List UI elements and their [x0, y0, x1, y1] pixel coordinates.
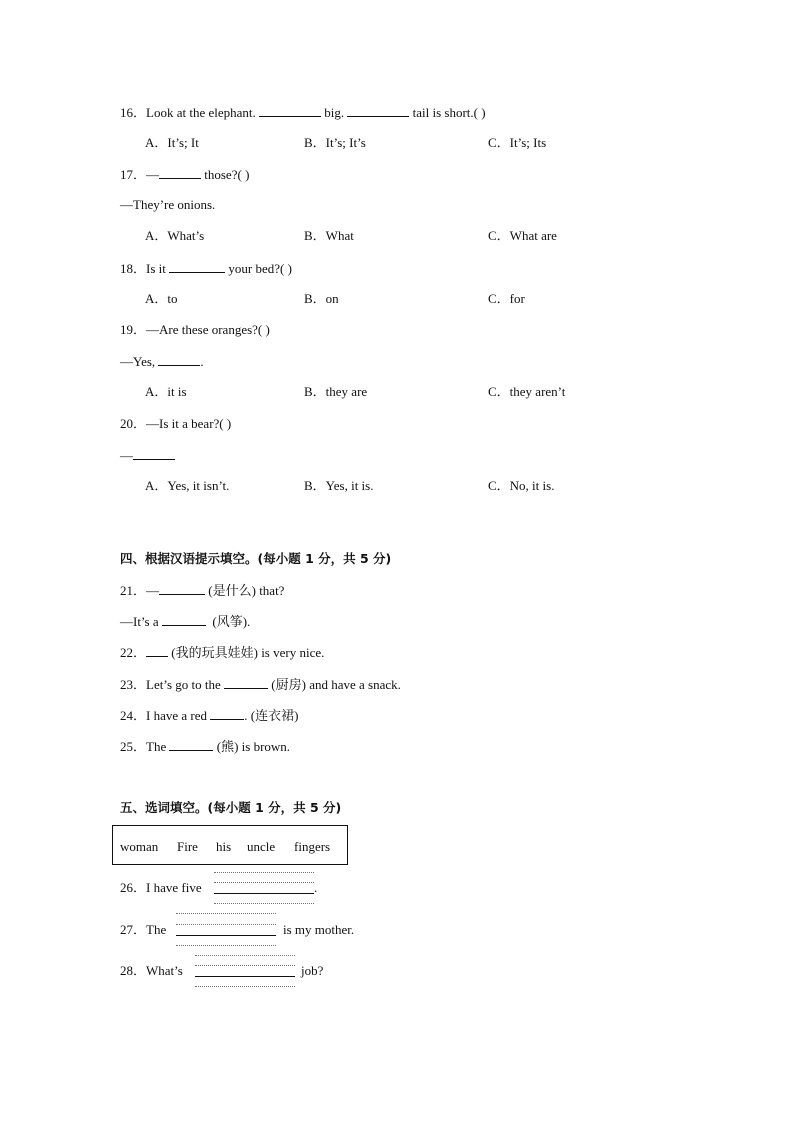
question-text: Let’s go to the [146, 677, 221, 692]
answer-line [120, 353, 204, 370]
answer-blank[interactable] [176, 935, 276, 936]
question-16 [120, 104, 486, 121]
question-text: The [146, 922, 167, 937]
question-text: those? [204, 167, 238, 182]
question-number: 24． [120, 708, 147, 723]
dotted-guide-line [195, 955, 295, 956]
question-20 [120, 416, 231, 432]
answer-text: —Yes, [120, 354, 156, 369]
dotted-guide-line [176, 913, 276, 914]
answer-paren[interactable]: ( ) [280, 261, 292, 276]
option-a[interactable]: A．Yes, it isn’t. [145, 478, 230, 493]
chinese-hint: (风筝). [212, 614, 251, 629]
dotted-guide-line [214, 872, 314, 873]
question-text: Look at the elephant. [146, 105, 256, 120]
option-b[interactable]: B．It’s; It’s [304, 135, 366, 150]
dotted-guide-line [214, 882, 314, 883]
option-a[interactable]: A．It’s; It [145, 135, 199, 150]
question-text: tail is short. [412, 105, 474, 120]
answer-text: — [120, 448, 133, 463]
word-bank-item: his [216, 839, 232, 854]
question-text: I have five [146, 880, 202, 895]
question-text: is brown. [241, 739, 291, 754]
option-b[interactable]: B．they are [304, 384, 368, 399]
question-24 [120, 707, 298, 724]
answer-blank[interactable] [169, 260, 225, 273]
question-number: 17． [120, 167, 147, 182]
question-number: 16． [120, 105, 147, 120]
chinese-hint: . (连衣裙) [244, 708, 299, 723]
answer-blank[interactable] [159, 582, 205, 595]
answer-blank[interactable] [169, 738, 213, 751]
question-28 [120, 963, 183, 979]
word-bank-item: woman [120, 839, 159, 854]
question-number: 22． [120, 645, 147, 660]
chinese-hint: (厨房) [271, 677, 306, 692]
answer-blank[interactable] [214, 893, 314, 894]
answer-text: —It’s a [120, 614, 159, 629]
answer-blank[interactable] [195, 976, 295, 977]
section-5-heading: 五、选词填空。(每小题 1 分，共 5 分) [120, 800, 342, 815]
answer-line [120, 613, 250, 630]
option-b[interactable]: B．Yes, it is. [304, 478, 374, 493]
word-bank [112, 825, 348, 865]
answer-blank[interactable] [347, 104, 409, 117]
option-b[interactable]: B．What [304, 228, 354, 243]
dotted-guide-line [214, 903, 314, 904]
answer-paren[interactable]: ( ) [237, 167, 250, 182]
question-26 [120, 880, 202, 896]
option-c[interactable]: C．they aren’t [488, 384, 566, 399]
answer-line [120, 447, 175, 464]
dotted-guide-line [176, 924, 276, 925]
word-bank-item: Fire [177, 839, 198, 854]
question-text: big. [324, 105, 345, 120]
question-25 [120, 738, 290, 755]
question-18 [120, 260, 292, 277]
option-c[interactable]: C．for [488, 291, 525, 306]
question-text: job? [301, 963, 324, 978]
question-number: 19． [120, 322, 147, 337]
question-number: 28． [120, 963, 147, 978]
answer-blank[interactable] [159, 166, 201, 179]
question-number: 20． [120, 416, 147, 431]
question-text: The [146, 739, 167, 754]
question-17 [120, 166, 249, 183]
question-text: is my mother. [283, 922, 355, 937]
option-c[interactable]: C．It’s; Its [488, 135, 547, 150]
question-number: 27． [120, 922, 147, 937]
option-a[interactable]: A．it is [145, 384, 187, 399]
option-a[interactable]: A．to [145, 291, 178, 306]
word-bank-item: fingers [294, 839, 331, 854]
section-4-heading: 四、根据汉语提示填空。(每小题 1 分，共 5 分) [120, 551, 392, 566]
option-a[interactable]: A．What’s [145, 228, 205, 243]
question-text: and have a snack. [309, 677, 401, 692]
question-number: 18． [120, 261, 147, 276]
question-text: Is it [146, 261, 166, 276]
chinese-hint: (熊) [216, 739, 239, 754]
chinese-hint: (我的玩具娃娃) [171, 645, 258, 660]
answer-blank[interactable] [146, 644, 168, 657]
answer-paren[interactable]: ( ) [219, 416, 232, 431]
dotted-guide-line [176, 945, 276, 946]
question-27 [120, 922, 166, 938]
question-number: 25． [120, 739, 147, 754]
question-text: —Is it a bear? [146, 416, 220, 431]
answer-text: . [200, 354, 204, 369]
word-bank-item: uncle [247, 839, 276, 854]
answer-blank[interactable] [158, 353, 200, 366]
question-number: 26． [120, 880, 147, 895]
question-text: I have a red [146, 708, 208, 723]
dash: — [146, 167, 160, 182]
answer-blank[interactable] [162, 613, 206, 626]
answer-paren[interactable]: ( ) [257, 322, 270, 337]
answer-paren[interactable]: ( ) [473, 105, 486, 120]
question-19 [120, 322, 270, 338]
question-text: What’s [146, 963, 183, 978]
question-text: your bed? [228, 261, 281, 276]
dotted-guide-line [195, 965, 295, 966]
answer-line: —They’re onions. [120, 197, 216, 212]
dotted-guide-line [195, 986, 295, 987]
dash: — [146, 583, 160, 598]
question-text: that? [259, 583, 285, 598]
answer-blank[interactable] [210, 707, 244, 720]
chinese-hint: (是什么) [208, 583, 256, 598]
answer-blank[interactable] [259, 104, 321, 117]
question-21 [120, 582, 284, 599]
question-number: 21． [120, 583, 147, 598]
question-text: . [314, 880, 318, 895]
question-text: is very nice. [261, 645, 325, 660]
option-c[interactable]: C．What are [488, 228, 557, 243]
answer-blank[interactable] [224, 676, 268, 689]
question-23 [120, 676, 401, 693]
question-text: —Are these oranges? [146, 322, 258, 337]
option-b[interactable]: B．on [304, 291, 339, 306]
option-c[interactable]: C．No, it is. [488, 478, 555, 493]
answer-blank[interactable] [133, 447, 175, 460]
question-number: 23． [120, 677, 147, 692]
question-22 [120, 644, 324, 661]
